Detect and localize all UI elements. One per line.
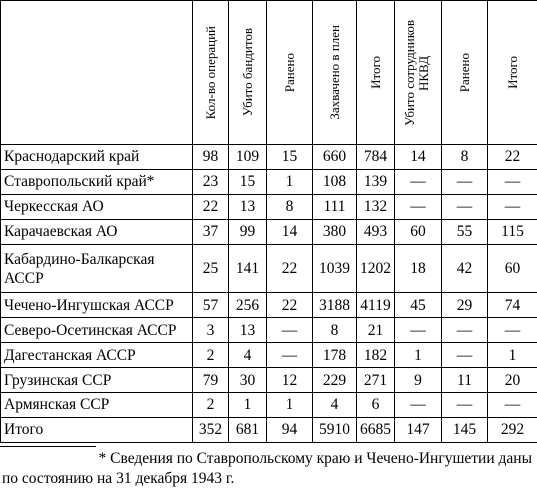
- value-cell: 98: [193, 145, 229, 170]
- value-cell: 14: [395, 145, 442, 170]
- header-cell: [442, 1, 488, 145]
- value-cell: 380: [313, 219, 357, 244]
- value-cell: —: [442, 343, 488, 368]
- region-cell: Итого: [1, 417, 193, 442]
- table-row: [1, 244, 537, 293]
- value-cell: 45: [395, 293, 442, 318]
- value-cell: —: [442, 393, 488, 418]
- value-cell: 79: [193, 368, 229, 393]
- table-row: [1, 293, 537, 318]
- value-cell: 109: [229, 145, 267, 170]
- table-row: [1, 343, 537, 368]
- region-cell: Армянская ССР: [1, 393, 193, 418]
- header-cell: [229, 1, 267, 145]
- header-label: Убито бандитов: [239, 28, 255, 117]
- value-cell: —: [395, 393, 442, 418]
- header-cell: [488, 1, 537, 145]
- table-row: [1, 145, 537, 170]
- value-cell: 74: [488, 293, 537, 318]
- header-label: Ранено: [456, 52, 472, 93]
- value-cell: —: [267, 343, 313, 368]
- value-cell: —: [442, 318, 488, 343]
- value-cell: 29: [442, 293, 488, 318]
- table-row: [1, 169, 537, 194]
- table-row: [1, 219, 537, 244]
- value-cell: 22: [267, 293, 313, 318]
- value-cell: 4: [313, 393, 357, 418]
- value-cell: 3: [193, 318, 229, 343]
- table-row: [1, 393, 537, 418]
- value-cell: 8: [442, 145, 488, 170]
- value-cell: —: [395, 318, 442, 343]
- value-cell: 15: [267, 145, 313, 170]
- header-cell: [357, 1, 395, 145]
- value-cell: —: [267, 318, 313, 343]
- value-cell: 4: [229, 343, 267, 368]
- table-row: [1, 368, 537, 393]
- header-cell: [313, 1, 357, 145]
- header-cell: [193, 1, 229, 145]
- value-cell: —: [488, 169, 537, 194]
- value-cell: 15: [229, 169, 267, 194]
- value-cell: 1202: [357, 244, 395, 293]
- value-cell: 22: [488, 145, 537, 170]
- value-cell: 9: [395, 368, 442, 393]
- value-cell: 145: [442, 417, 488, 442]
- header-label: Итого: [504, 56, 520, 89]
- value-cell: 1: [267, 393, 313, 418]
- value-cell: 14: [267, 219, 313, 244]
- value-cell: 1039: [313, 244, 357, 293]
- value-cell: —: [442, 194, 488, 219]
- value-cell: 23: [193, 169, 229, 194]
- value-cell: 11: [442, 368, 488, 393]
- value-cell: 660: [313, 145, 357, 170]
- value-cell: 55: [442, 219, 488, 244]
- value-cell: 30: [229, 368, 267, 393]
- value-cell: 108: [313, 169, 357, 194]
- header-label: Кол-во операций: [202, 25, 218, 120]
- value-cell: 13: [229, 194, 267, 219]
- value-cell: 37: [193, 219, 229, 244]
- header-label: Захвачено в плен: [326, 25, 342, 120]
- value-cell: 256: [229, 293, 267, 318]
- header-row: [1, 1, 537, 145]
- value-cell: 60: [395, 219, 442, 244]
- header-label: Убито сотрудников НКВД: [402, 19, 431, 126]
- value-cell: 25: [193, 244, 229, 293]
- value-cell: 139: [357, 169, 395, 194]
- value-cell: 42: [442, 244, 488, 293]
- header-cell-region: [1, 1, 193, 145]
- footnote-line: * Сведения по Ставропольскому краю и Чечено-Ингушетии даны: [98, 450, 532, 467]
- footnote-line: по состоянию на 31 декабря 1943 г.: [2, 470, 235, 487]
- value-cell: 292: [488, 417, 537, 442]
- value-cell: 3188: [313, 293, 357, 318]
- value-cell: 2: [193, 393, 229, 418]
- value-cell: 8: [313, 318, 357, 343]
- header-label: Итого: [367, 56, 383, 89]
- region-cell: Грузинская ССР: [1, 368, 193, 393]
- value-cell: 94: [267, 417, 313, 442]
- value-cell: 132: [357, 194, 395, 219]
- footnote-divider: [0, 446, 96, 447]
- region-cell: Чечено-Ингушская АССР: [1, 293, 193, 318]
- value-cell: 8: [267, 194, 313, 219]
- value-cell: 178: [313, 343, 357, 368]
- table-row: [1, 417, 537, 442]
- value-cell: 1: [395, 343, 442, 368]
- value-cell: 1: [229, 393, 267, 418]
- value-cell: 21: [357, 318, 395, 343]
- value-cell: 6: [357, 393, 395, 418]
- value-cell: 22: [193, 194, 229, 219]
- region-cell: Краснодарский край: [1, 145, 193, 170]
- table-row: [1, 318, 537, 343]
- region-cell: Черкесская АО: [1, 194, 193, 219]
- value-cell: 229: [313, 368, 357, 393]
- value-cell: —: [395, 169, 442, 194]
- table-row: [1, 194, 537, 219]
- region-cell: Ставропольский край*: [1, 169, 193, 194]
- header-cell: [395, 1, 442, 145]
- value-cell: 6685: [357, 417, 395, 442]
- value-cell: 271: [357, 368, 395, 393]
- value-cell: 681: [229, 417, 267, 442]
- region-cell: Карачаевская АО: [1, 219, 193, 244]
- region-cell: Северо-Осетинская АССР: [1, 318, 193, 343]
- value-cell: 784: [357, 145, 395, 170]
- value-cell: 1: [267, 169, 313, 194]
- value-cell: 147: [395, 417, 442, 442]
- value-cell: 99: [229, 219, 267, 244]
- region-cell: Дагестанская АССР: [1, 343, 193, 368]
- value-cell: 182: [357, 343, 395, 368]
- value-cell: 12: [267, 368, 313, 393]
- value-cell: —: [395, 194, 442, 219]
- value-cell: —: [488, 393, 537, 418]
- value-cell: 57: [193, 293, 229, 318]
- value-cell: 22: [267, 244, 313, 293]
- value-cell: 5910: [313, 417, 357, 442]
- value-cell: 352: [193, 417, 229, 442]
- header-label: Ранено: [281, 52, 297, 93]
- value-cell: —: [488, 194, 537, 219]
- value-cell: 141: [229, 244, 267, 293]
- value-cell: 13: [229, 318, 267, 343]
- value-cell: 20: [488, 368, 537, 393]
- value-cell: —: [442, 169, 488, 194]
- value-cell: 4119: [357, 293, 395, 318]
- header-cell: [267, 1, 313, 145]
- value-cell: 18: [395, 244, 442, 293]
- value-cell: 2: [193, 343, 229, 368]
- value-cell: —: [488, 318, 537, 343]
- value-cell: 493: [357, 219, 395, 244]
- value-cell: 1: [488, 343, 537, 368]
- region-cell: Кабардино-Балкарская АССР: [1, 244, 193, 293]
- value-cell: 115: [488, 219, 537, 244]
- table-body: [1, 145, 537, 443]
- value-cell: 60: [488, 244, 537, 293]
- value-cell: 111: [313, 194, 357, 219]
- footnote: [0, 449, 532, 489]
